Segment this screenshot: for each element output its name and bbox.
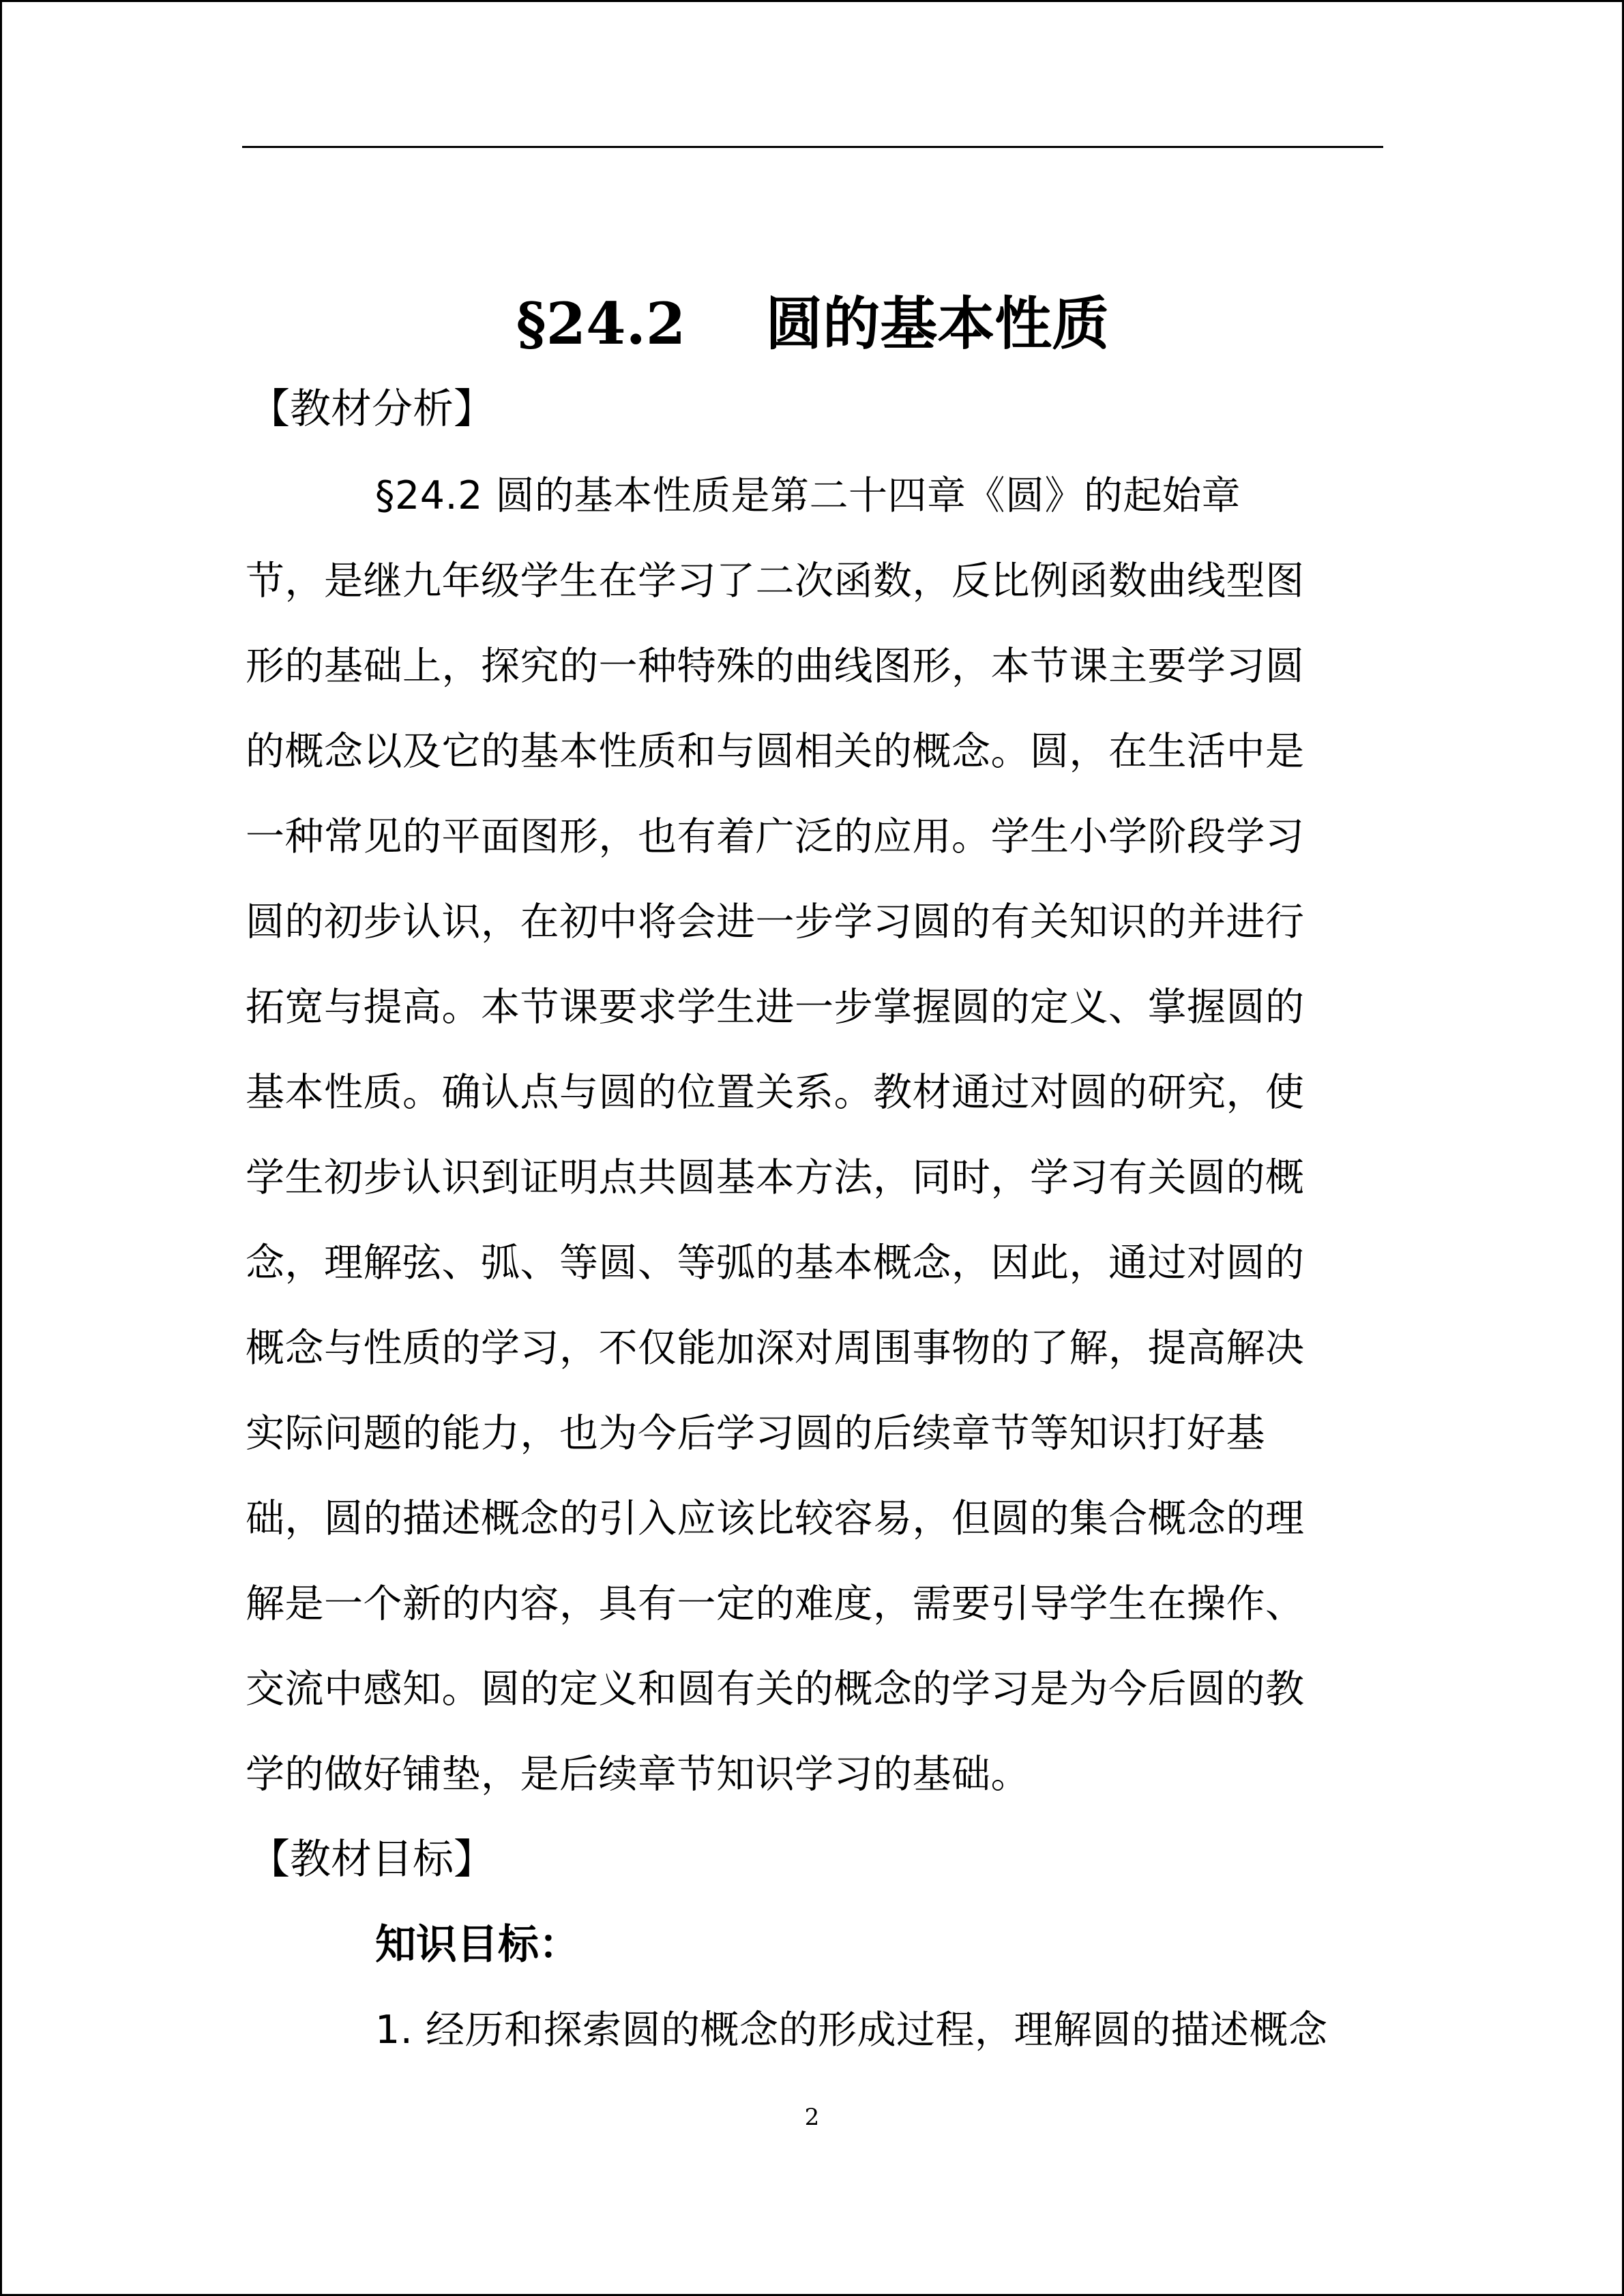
paragraph-line: 学生初步认识到证明点共圆基本方法，同时，学习有关圆的概 bbox=[246, 1155, 1305, 1200]
heading-material-objectives: 【教材目标】 bbox=[249, 1836, 494, 1883]
page-number: 2 bbox=[804, 2104, 820, 2131]
section-title: §24.2 圆的基本性质 bbox=[516, 290, 1110, 357]
paragraph-line: 实际问题的能力，也为今后学习圆的后续章节等知识打好基 bbox=[246, 1411, 1265, 1456]
paragraph-line: 念，理解弦、弧、等圆、等弧的基本概念，因此，通过对圆的 bbox=[246, 1240, 1305, 1285]
paragraph-line: 学的做好铺垫，是后续章节知识学习的基础。 bbox=[246, 1752, 1030, 1797]
paragraph-line: 概念与性质的学习，不仅能加深对周围事物的了解，提高解决 bbox=[246, 1326, 1305, 1371]
objective-item: 1. 经历和探索圆的概念的形成过程，理解圆的描述概念 bbox=[375, 2008, 1328, 2053]
heading-material-analysis: 【教材分析】 bbox=[249, 385, 494, 433]
paragraph-line: 一种常见的平面图形，也有着广泛的应用。学生小学阶段学习 bbox=[246, 814, 1305, 859]
subheading-knowledge-objectives: 知识目标： bbox=[375, 1921, 580, 1969]
paragraph-line: 拓宽与提高。本节课要求学生进一步掌握圆的定义、掌握圆的 bbox=[246, 985, 1305, 1030]
paragraph-line: 交流中感知。圆的定义和圆有关的概念的学习是为今后圆的教 bbox=[246, 1667, 1305, 1712]
paragraph-line: 解是一个新的内容，具有一定的难度，需要引导学生在操作、 bbox=[246, 1581, 1305, 1626]
paragraph-line: 基本性质。确认点与圆的位置关系。教材通过对圆的研究，使 bbox=[246, 1070, 1305, 1115]
paragraph-line: 圆的初步认识，在初中将会进一步学习圆的有关知识的并进行 bbox=[246, 899, 1305, 944]
paragraph-line: 形的基础上，探究的一种特殊的曲线图形，本节课主要学习圆 bbox=[246, 644, 1305, 689]
paragraph-line: §24.2 圆的基本性质是第二十四章《圆》的起始章 bbox=[375, 473, 1241, 518]
header-rule bbox=[242, 146, 1383, 148]
paragraph-line: 节，是继九年级学生在学习了二次函数，反比例函数曲线型图 bbox=[246, 558, 1305, 603]
paragraph-line: 础，圆的描述概念的引入应该比较容易，但圆的集合概念的理 bbox=[246, 1496, 1305, 1541]
paragraph-line: 的概念以及它的基本性质和与圆相关的概念。圆，在生活中是 bbox=[246, 729, 1305, 774]
